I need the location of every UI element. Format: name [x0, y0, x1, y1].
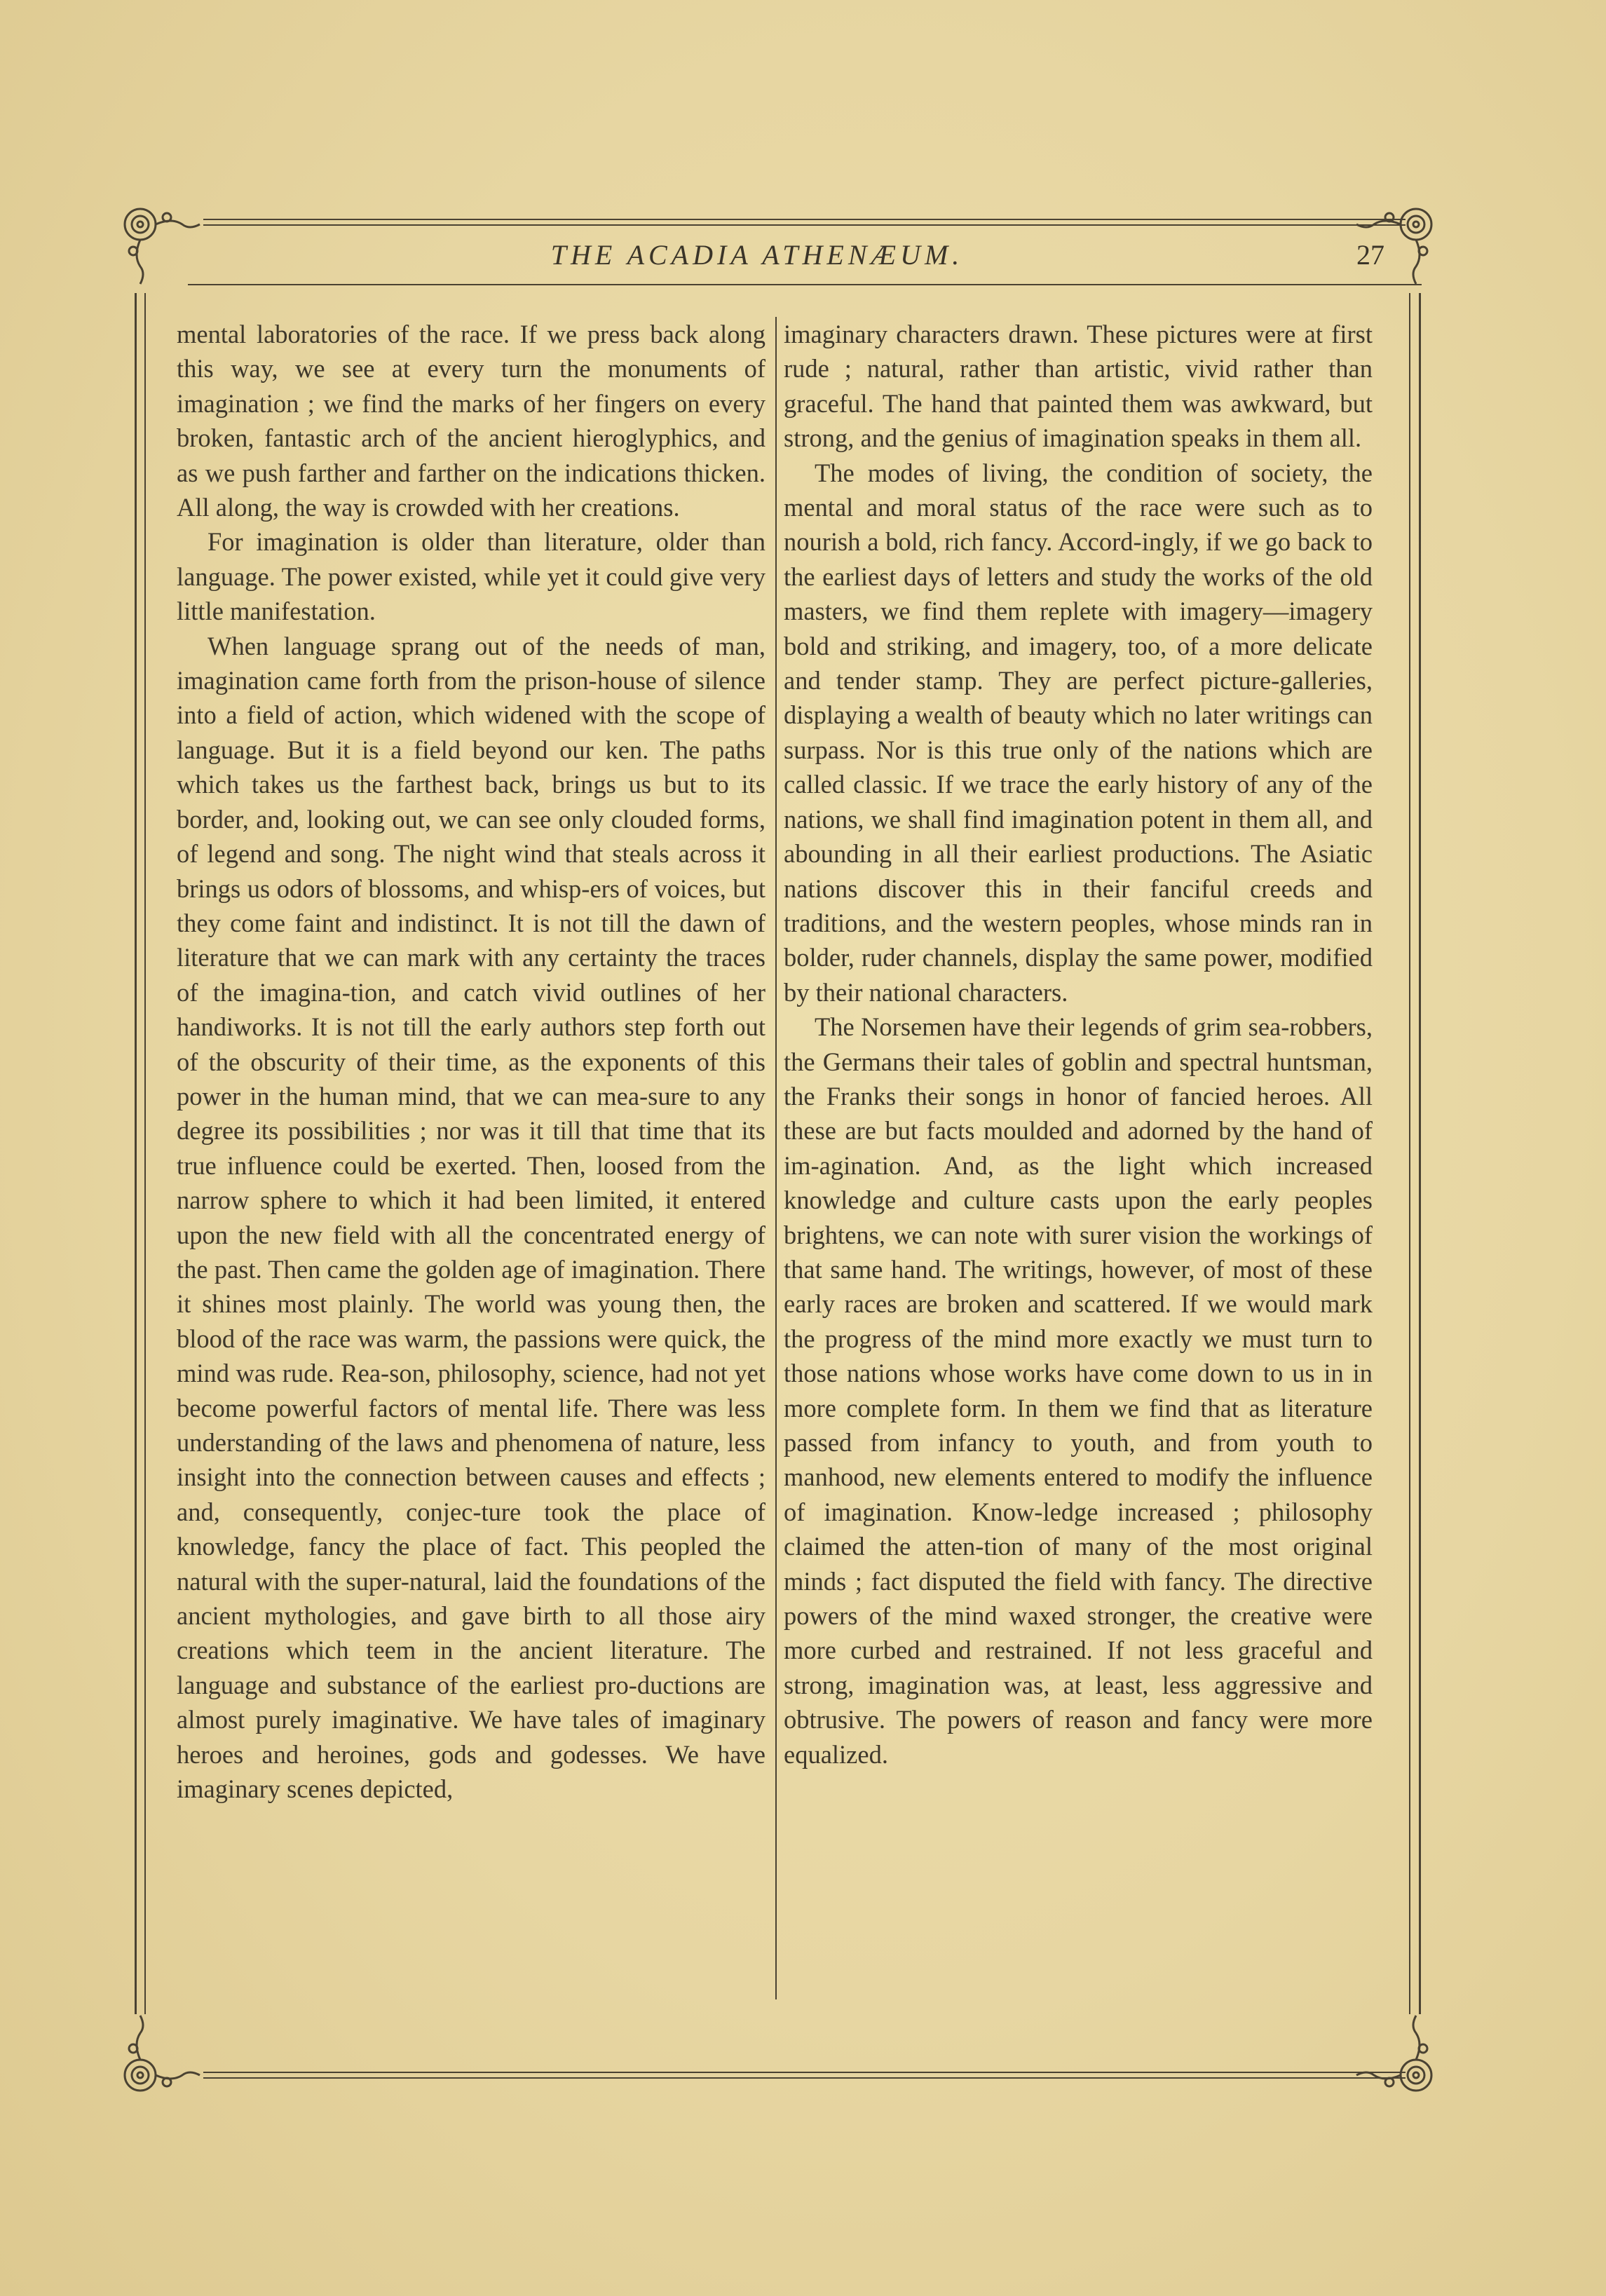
frame-right-outer	[1419, 293, 1421, 2014]
paragraph: When language sprang out of the needs of man, imagination came forth from the prison-house of silence into a field of action, which widened with the scope of language. But it is a field beyond our ken. The paths which takes us the farthest back, brings us but to its border, and, looking out, we can see only clouded forms, of legend and song. The night wind that steals across it brings us odors of blossoms, and whisp-ers of voices, but they come faint and indistinct. It is not till the dawn of literature that we can mark with any certainty the traces of the imagina-tion, and catch vivid outlines of her handiworks. It is not till the early authors step forth out of the obscurity of their time, as the exponents of this power in the human mind, that we can mea-sure to any degree its possibilities ; nor was it till that time that its true influence could be exerted. Then, loosed from the narrow sphere to which it had been limited, it entered upon the new field with all the concentrated energy of the past. Then came the golden age of imagination. There it shines most plainly. The world was young then, the blood of the race was warm, the passions were quick, the mind was rude. Rea-son, philosophy, science, had not yet become powerful factors of mental life. There was less understanding of the laws and phenomena of nature, less insight into the connection between causes and effects ; and, consequently, conjec-ture took the place of knowledge, fancy the place of fact. This peopled the natural with the super-natural, laid the foundations of the ancient mythologies, and gave birth to all those airy creations which teem in the ancient literature. The language and substance of the earliest pro-ductions are almost purely imaginative. We have tales of imaginary heroes and heroines, gods and godesses. We have imaginary scenes depicted,	[177, 631, 765, 1804]
column-divider	[775, 317, 777, 1999]
paragraph: The modes of living, the condition of society, the mental and moral status of the race were such as to nourish a bold, rich fancy. Accord-ingly, if we go back to the earliest days of letters and study the works of the old masters, we find them replete with imagery—imagery bold and striking, and imagery, too, of a more delicate and tender stamp. They are perfect picture-galleries, displaying a wealth of beauty which no later writings can surpass. Nor is this true only of the nations which are called classic. If we trace the early history of any of the nations, we shall find imagination potent in them all, and abounding in all their earliest productions. The Asiatic nations discover this in their fanciful creeds and traditions, and the western peoples, whose minds ran in bolder, ruder channels, display the same power, modified by their national characters.	[784, 458, 1373, 1007]
scroll-ornament-icon	[112, 196, 203, 287]
paragraph: For imagination is older than literature, older than language. The power existed, while yet it could give very little manifestation.	[177, 527, 765, 626]
scroll-ornament-icon	[112, 2012, 203, 2103]
header-rule-top	[203, 219, 1406, 220]
page-number: 27	[1356, 239, 1384, 271]
paragraph: mental laboratories of the race. If we press back along this way, we see at every turn the monuments of imagination ; we find the marks of her fingers on every broken, fantastic arch of the ancient hieroglyphics, and as we push farther and farther on the indications thicken. All along, the way is crowded with her creations.	[177, 320, 765, 522]
paragraph: imaginary characters drawn. These pictures were at first rude ; natural, rather than artistic, vivid rather than graceful. The hand that painted them was awkward, but strong, and the genius of imagination speaks in them all.	[784, 320, 1373, 453]
left-column	[177, 317, 765, 1806]
frame-left-outer	[135, 293, 137, 2014]
header-rule-top-2	[203, 224, 1406, 226]
right-column	[784, 317, 1373, 1772]
running-title: THE ACADIA ATHENÆUM.	[550, 239, 964, 271]
header-rule-bottom	[188, 284, 1422, 285]
footer-rule-top	[203, 2072, 1406, 2073]
scroll-ornament-icon	[1353, 2012, 1444, 2103]
paragraph: The Norsemen have their legends of grim sea-robbers, the Germans their tales of goblin and spectral huntsman, the Franks their songs in honor of fancied heroes. All these are but facts moulded and adorned by the hand of im-agination. And, as the light which increased knowledge and culture casts upon the early peoples brightens, we can note with surer vision the workings of that same hand. The writings, however, of most of these early races are broken and scattered. If we would mark the progress of the mind more exactly we must turn to those nations whose works have come down to us in in more complete form. In them we find that as literature passed from infancy to youth, and from youth to manhood, new elements entered to modify the influence of imagination. Know-ledge increased ; philosophy claimed the atten-tion of many of the most original minds ; fact disputed the field with fancy. The directive powers of the mind waxed stronger, the creative were more curbed and restrained. If not less graceful and strong, imagination was, at least, less aggressive and obtrusive. The powers of reason and fancy were more equalized.	[784, 1012, 1373, 1769]
frame-right-inner	[1409, 293, 1410, 2014]
scroll-ornament-icon	[1353, 196, 1444, 287]
frame-left-inner	[144, 293, 146, 2014]
footer-rule-bottom	[203, 2077, 1406, 2079]
